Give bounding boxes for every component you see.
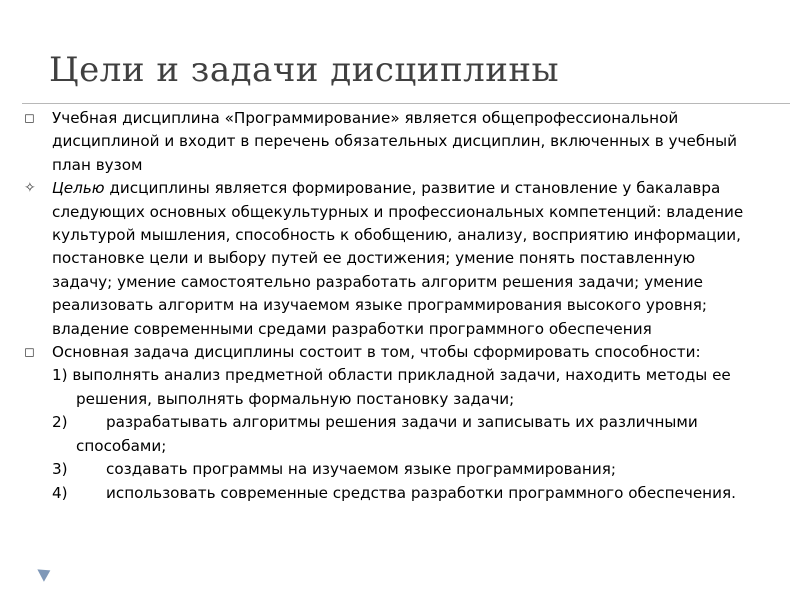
bullet-item	[24, 177, 784, 341]
bullet-line: задачу; умение самостоятельно разработать алгоритм решения задачи; умение	[52, 272, 704, 291]
list-line	[52, 411, 784, 434]
bullet-line: реализовать алгоритм на изучаемом языке программирования высокого уровня;	[52, 296, 707, 315]
hollow-square-icon: ◻	[24, 345, 35, 361]
bullet-line: план вузом	[52, 155, 143, 174]
bullet-line	[52, 177, 784, 200]
list-number: 4)	[52, 483, 68, 502]
list-line	[52, 458, 784, 481]
list-line: решения, выполнять формальную постановку задачи;	[76, 389, 515, 408]
title-divider	[22, 103, 790, 104]
list-line	[52, 482, 784, 505]
bullet-line: Основная задача дисциплины состоит в том, чтобы сформировать способности:	[52, 343, 701, 362]
list-text: выполнять анализ предметной области прикладной задачи, находить методы ее	[72, 366, 731, 385]
list-line: способами;	[76, 436, 167, 455]
list-item	[24, 458, 784, 481]
slide-content	[24, 107, 784, 505]
list-text: разрабатывать алгоритмы решения задачи и записывать их различными	[106, 413, 698, 432]
list-line	[52, 364, 784, 387]
slide-title: Цели и задачи дисциплины	[49, 50, 560, 90]
bullet-line: следующих основных общекультурных и профессиональных компетенций: владение	[52, 202, 744, 221]
list-text: использовать современные средства разработки программного обеспечения.	[106, 483, 736, 502]
list-number: 2)	[52, 413, 68, 432]
bullet-line: культурой мышления, способность к обобщению, анализу, восприятию информации,	[52, 226, 741, 245]
list-number: 1)	[52, 366, 68, 385]
list-text: создавать программы на изучаемом языке программирования;	[106, 460, 616, 479]
diamond-icon: ✧	[24, 180, 36, 197]
bullet-line: Учебная дисциплина «Программирование» является общепрофессиональной	[52, 109, 679, 127]
bullet-item	[24, 107, 784, 177]
bullet-line: постановке цели и выбору путей ее достижения; умение понять поставленную	[52, 249, 696, 268]
hollow-square-icon: ◻	[24, 111, 35, 126]
bullet-item	[24, 341, 784, 364]
bullet-line-rest: дисциплины является формирование, развитие и становление у бакалавра	[104, 179, 721, 198]
bullet-line: владение современными средами разработки программного обеспечения	[52, 319, 652, 338]
list-item	[24, 364, 784, 411]
bullet-line: дисциплиной и входит в перечень обязательных дисциплин, включенных в учебный	[52, 132, 738, 151]
list-item	[24, 482, 784, 505]
italic-lead: Целью	[52, 179, 105, 198]
triangle-arrow-icon	[37, 564, 53, 582]
list-number: 3)	[52, 460, 68, 479]
list-item	[24, 411, 784, 458]
